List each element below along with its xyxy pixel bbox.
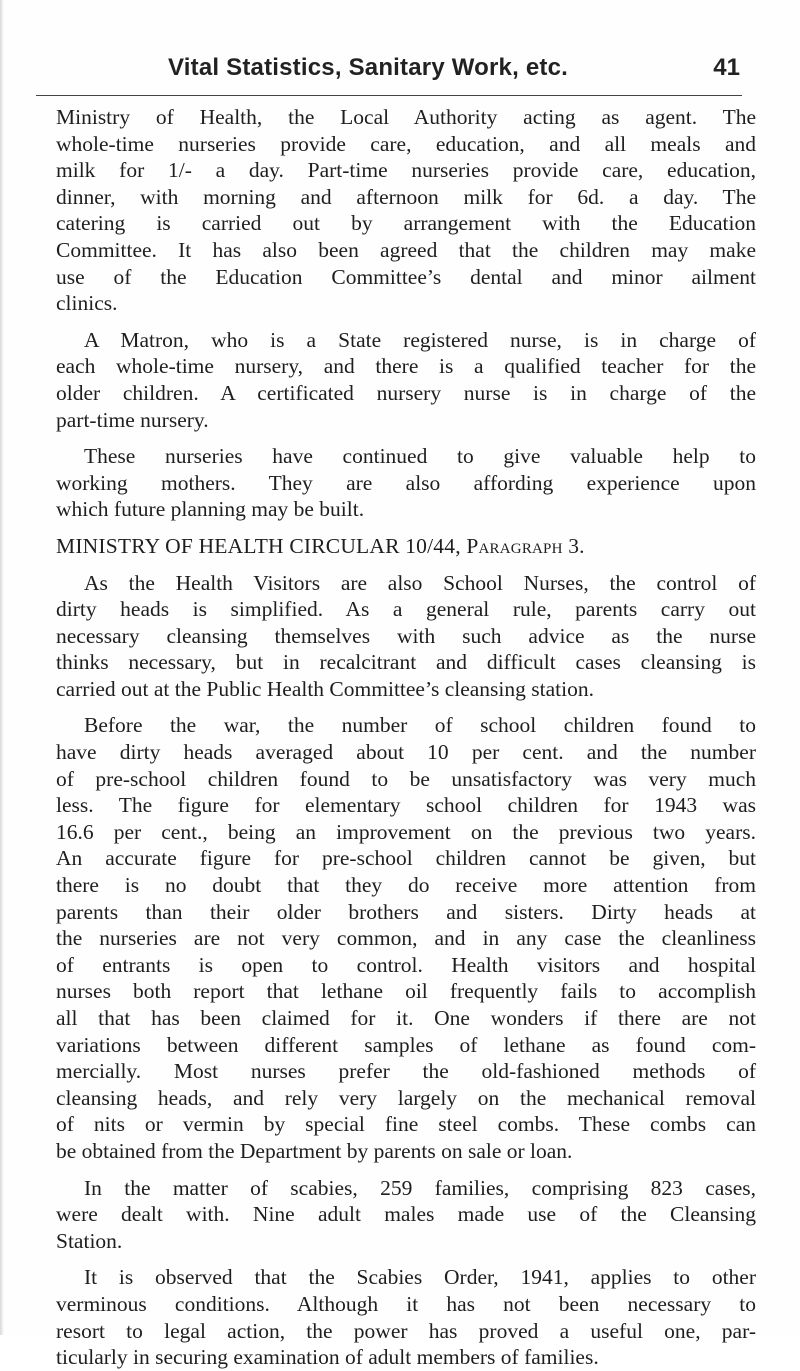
paragraph-gap: [56, 702, 756, 712]
text-line: It is observed that the Scabies Order, 1941, applies to other: [84, 1265, 756, 1290]
text-line: These nurseries have continued to give valuable help to: [84, 444, 756, 469]
text-line: Ministry of Health, the Local Authority acting as agent. The: [56, 105, 756, 129]
text-line: were dealt with. Nine adult males made use of the Cleansing: [56, 1202, 756, 1227]
text-line: mercially. Most nurses prefer the old-fashioned methods of: [56, 1059, 756, 1084]
text-line: As the Health Visitors are also School Nurses, the control of: [84, 570, 756, 595]
paragraph: [56, 1175, 756, 1255]
text-line: of pre-school children found to be unsatisfactory was very much: [56, 766, 756, 791]
text-line: Station.: [56, 1228, 123, 1253]
text-line: ticularly in securing examination of adult members of families.: [56, 1345, 599, 1370]
text-line: which future planning may be built.: [56, 497, 365, 522]
paragraph-group-2: [56, 570, 756, 1371]
running-head-title: Vital Statistics, Sanitary Work, etc.: [168, 54, 569, 81]
paragraph: [56, 1264, 756, 1370]
text-line: In the matter of scabies, 259 families, comprising 823 cases,: [84, 1175, 756, 1200]
paragraph-gap: [56, 433, 756, 443]
text-line: 16.6 per cent., being an improvement on the previous two years.: [56, 819, 756, 844]
text-line: verminous conditions. Although it has not been necessary to: [56, 1291, 756, 1316]
paragraph-gap: [56, 1254, 756, 1264]
text-line: dirty heads is simplified. As a general rule, parents carry out: [56, 597, 756, 622]
text-line: thinks necessary, but in recalcitrant and difficult cases cleansing is: [56, 650, 756, 675]
text-line: older children. A certificated nursery nurse is in charge of the: [56, 380, 756, 405]
text-line: Committee. It has also been agreed that the children may make: [56, 237, 756, 262]
spacer: [56, 523, 756, 533]
text-line: clinics.: [56, 291, 118, 316]
page-number: 41: [713, 54, 740, 81]
header-rule: [36, 95, 742, 96]
text-line: working mothers. They are also affording experience upon: [56, 470, 756, 495]
section-heading-main: MINISTRY OF HEALTH CIRCULAR 10/44,: [56, 533, 461, 558]
text-line: necessary cleansing themselves with such advice as the nurse: [56, 623, 756, 648]
paragraph: [56, 712, 756, 1164]
section-heading-sub: Paragraph 3.: [466, 533, 585, 558]
paragraph-group-1: [56, 104, 756, 523]
binding-edge: [0, 0, 4, 1335]
text-line: variations between different samples of lethane as found com-: [56, 1032, 756, 1057]
paragraph: [56, 104, 756, 317]
text-line: dinner, with morning and afternoon milk for 6d. a day. The: [56, 184, 756, 209]
text-line: the nurseries are not very common, and in any case the cleanliness: [56, 926, 756, 951]
text-line: of entrants is open to control. Health visitors and hospital: [56, 952, 756, 977]
text-line: parents than their older brothers and sisters. Dirty heads at: [56, 899, 756, 924]
text-line: be obtained from the Department by parents on sale or loan.: [56, 1138, 573, 1163]
text-line: milk for 1/- a day. Part-time nurseries provide care, education,: [56, 158, 756, 183]
text-line: Before the war, the number of school children found to: [84, 713, 756, 738]
running-head: [0, 54, 800, 84]
text-line: all that has been claimed for it. One wonders if there are not: [56, 1006, 756, 1030]
text-line: resort to legal action, the power has proved a useful one, par-: [56, 1318, 756, 1343]
text-line: there is no doubt that they do receive more attention from: [56, 873, 756, 898]
text-line: whole-time nurseries provide care, education, and all meals and: [56, 131, 756, 156]
text-line: catering is carried out by arrangement with the Education: [56, 211, 756, 236]
paragraph: [56, 570, 756, 703]
text-line: part-time nursery.: [56, 407, 209, 432]
paragraph-gap: [56, 317, 756, 327]
spacer: [56, 560, 756, 570]
text-line: cleansing heads, and rely very largely on the mechanical removal: [56, 1085, 756, 1110]
paragraph-gap: [56, 1165, 756, 1175]
text-line: carried out at the Public Health Committee’s cleansing station.: [56, 676, 594, 701]
text-line: use of the Education Committee’s dental and minor ailment: [56, 264, 756, 289]
text-line: each whole-time nursery, and there is a qualified teacher for the: [56, 354, 756, 379]
text-line: A Matron, who is a State registered nurse, is in charge of: [84, 327, 756, 352]
text-line: less. The figure for elementary school children for 1943 was: [56, 793, 756, 818]
body-text: [56, 104, 756, 1371]
text-line: of nits or vermin by special fine steel combs. These combs can: [56, 1112, 756, 1137]
paragraph: [56, 443, 756, 523]
paragraph: [56, 327, 756, 433]
text-line: nurses both report that lethane oil frequently fails to accomplish: [56, 979, 756, 1004]
text-line: An accurate figure for pre-school children cannot be given, but: [56, 846, 756, 871]
text-line: have dirty heads averaged about 10 per cent. and the number: [56, 740, 756, 765]
section-heading: [56, 533, 756, 560]
